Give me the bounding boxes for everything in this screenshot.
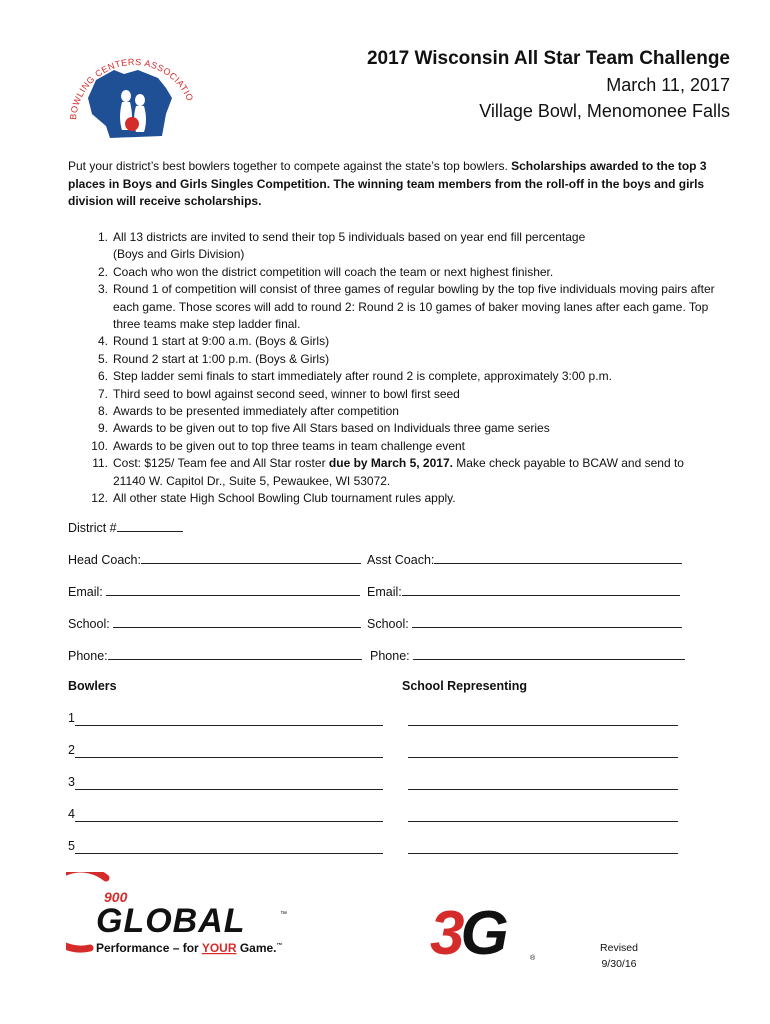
tagline-tm: ™: [276, 943, 283, 949]
tagline-post: Game.: [236, 941, 277, 955]
phone-field-1[interactable]: [68, 647, 362, 664]
head-coach-label: Head Coach:: [68, 553, 141, 567]
revised-note: [595, 940, 643, 972]
email-field-2[interactable]: [367, 583, 680, 600]
logo-arc-text: BOWLING CENTERS ASSOCIATIO: [67, 56, 196, 121]
intro-plain: Put your district’s best bowlers together to compete against the state’s top bowlers.: [68, 159, 512, 173]
rule-item: 7 . Third seed to bowl against second seed, winner to bowl first seed: [86, 386, 716, 403]
svg-text:3G: [430, 899, 507, 962]
school-label-2: School:: [367, 617, 409, 631]
bowling-centers-association-logo: [62, 40, 202, 150]
district-field[interactable]: [68, 519, 183, 536]
bowler-school-line[interactable]: [408, 821, 678, 822]
tagline-your: YOUR: [201, 941, 237, 955]
bowler-number-3: 3: [68, 775, 75, 789]
bowler-number-2: 2: [68, 743, 75, 757]
district-input-line[interactable]: [117, 519, 183, 532]
bowler-school-line[interactable]: [408, 789, 678, 790]
revised-label: Revised: [600, 942, 638, 954]
bowler-number-5: 5: [68, 839, 75, 853]
rule-item: 9 . Awards to be given out to top five All Stars based on Individuals three game series: [86, 420, 716, 437]
page-title: 2017 Wisconsin All Star Team Challenge: [366, 48, 730, 69]
intro-paragraph: [68, 158, 708, 211]
header-block: [300, 46, 730, 124]
district-label: District #: [68, 521, 117, 535]
bowler-school-line[interactable]: [408, 725, 678, 726]
svg-text:Performance – for YOUR Game.™: [96, 941, 283, 955]
event-date: March 11, 2017: [606, 75, 730, 95]
intro-bold: Scholarships awarded to the top 3 places in Boys and Girls Singles Competition. The winning team members from the roll-off in the boys and girls division will receive scholarships.: [68, 159, 707, 208]
phone-label-2: Phone:: [370, 649, 410, 663]
school-input-line-1[interactable]: [113, 615, 361, 628]
3g-three: 3: [430, 899, 461, 962]
900-global-logo: [66, 872, 306, 962]
bowler-school-line[interactable]: [408, 853, 678, 854]
3g-registered: ®: [530, 955, 536, 962]
school-label-1: School:: [68, 617, 110, 631]
school-field-2[interactable]: [367, 615, 682, 632]
rule-item: 8 . Awards to be presented immediately after competition: [86, 403, 716, 420]
bowlers-heading: Bowlers: [68, 679, 117, 693]
asst-coach-input-line[interactable]: [434, 551, 682, 564]
asst-coach-label: Asst Coach:: [367, 553, 435, 567]
bowler-number-1: 1: [68, 711, 75, 725]
bowler-name-line[interactable]: [75, 821, 383, 822]
tagline-pre: Performance – for: [96, 941, 202, 955]
school-representing-heading: School Representing: [402, 679, 528, 693]
3g-logo: [430, 896, 542, 962]
bowler-name-line[interactable]: [75, 853, 383, 854]
bowler-name-line[interactable]: [75, 725, 383, 726]
rule-item: 2 . Coach who won the district competition will coach the team or next highest finisher.: [86, 264, 716, 281]
rule-item: 3 . Round 1 of competition will consist of three games of regular bowling by the top five individuals moving pairs after each game. Those scores will add to round 2: Round 2 is 10 games of baker moving lanes after each game. Top three teams make step ladder final.: [86, 281, 716, 333]
email-label-2: Email:: [367, 585, 402, 599]
global-tm: ™: [280, 911, 287, 918]
phone-input-line-1[interactable]: [108, 647, 362, 660]
rule-item: 12 . All other state High School Bowling Club tournament rules apply.: [86, 490, 716, 507]
rule-item: 11 . Cost: $125/ Team fee and All Star roster due by March 5, 2017. Make check payable to BCAW and send to 21140 W. Capitol Dr., Suite 5, Pewaukee, WI 53072.: [86, 455, 716, 490]
rule-item: 10 . Awards to be given out to top three teams in team challenge event: [86, 438, 716, 455]
school-input-line-2[interactable]: [412, 615, 682, 628]
asst-coach-field[interactable]: [367, 551, 682, 568]
head-coach-input-line[interactable]: [141, 551, 361, 564]
school-field-1[interactable]: [68, 615, 361, 632]
phone-label-1: Phone:: [68, 649, 108, 663]
rule-item: 6 . Step ladder semi finals to start immediately after round 2 is complete, approximately 3:00 p.m.: [86, 368, 716, 385]
rule-item: 4 . Round 1 start at 9:00 a.m. (Boys & Girls): [86, 333, 716, 350]
rules-list: [86, 229, 716, 508]
3g-g: G: [460, 899, 505, 962]
revised-date: 9/30/16: [601, 958, 637, 970]
bowler-name-line[interactable]: [75, 789, 383, 790]
bowler-name-line[interactable]: [75, 757, 383, 758]
email-field-1[interactable]: [68, 583, 360, 600]
global-900-text: 900: [104, 889, 128, 905]
global-name-text: GLOBAL: [96, 902, 246, 940]
event-venue: Village Bowl, Menomonee Falls: [479, 101, 730, 121]
bowler-school-line[interactable]: [408, 757, 678, 758]
email-input-line-2[interactable]: [402, 583, 680, 596]
rule-item: 1 . All 13 districts are invited to send their top 5 individuals based on year end fill percentage (Boys and Girls Division): [86, 229, 716, 264]
email-input-line-1[interactable]: [106, 583, 360, 596]
bowler-number-4: 4: [68, 807, 75, 821]
phone-field-2[interactable]: [370, 647, 685, 664]
rule-item: 5 . Round 2 start at 1:00 p.m. (Boys & Girls): [86, 351, 716, 368]
phone-input-line-2[interactable]: [413, 647, 685, 660]
head-coach-field[interactable]: [68, 551, 361, 568]
email-label-1: Email:: [68, 585, 103, 599]
